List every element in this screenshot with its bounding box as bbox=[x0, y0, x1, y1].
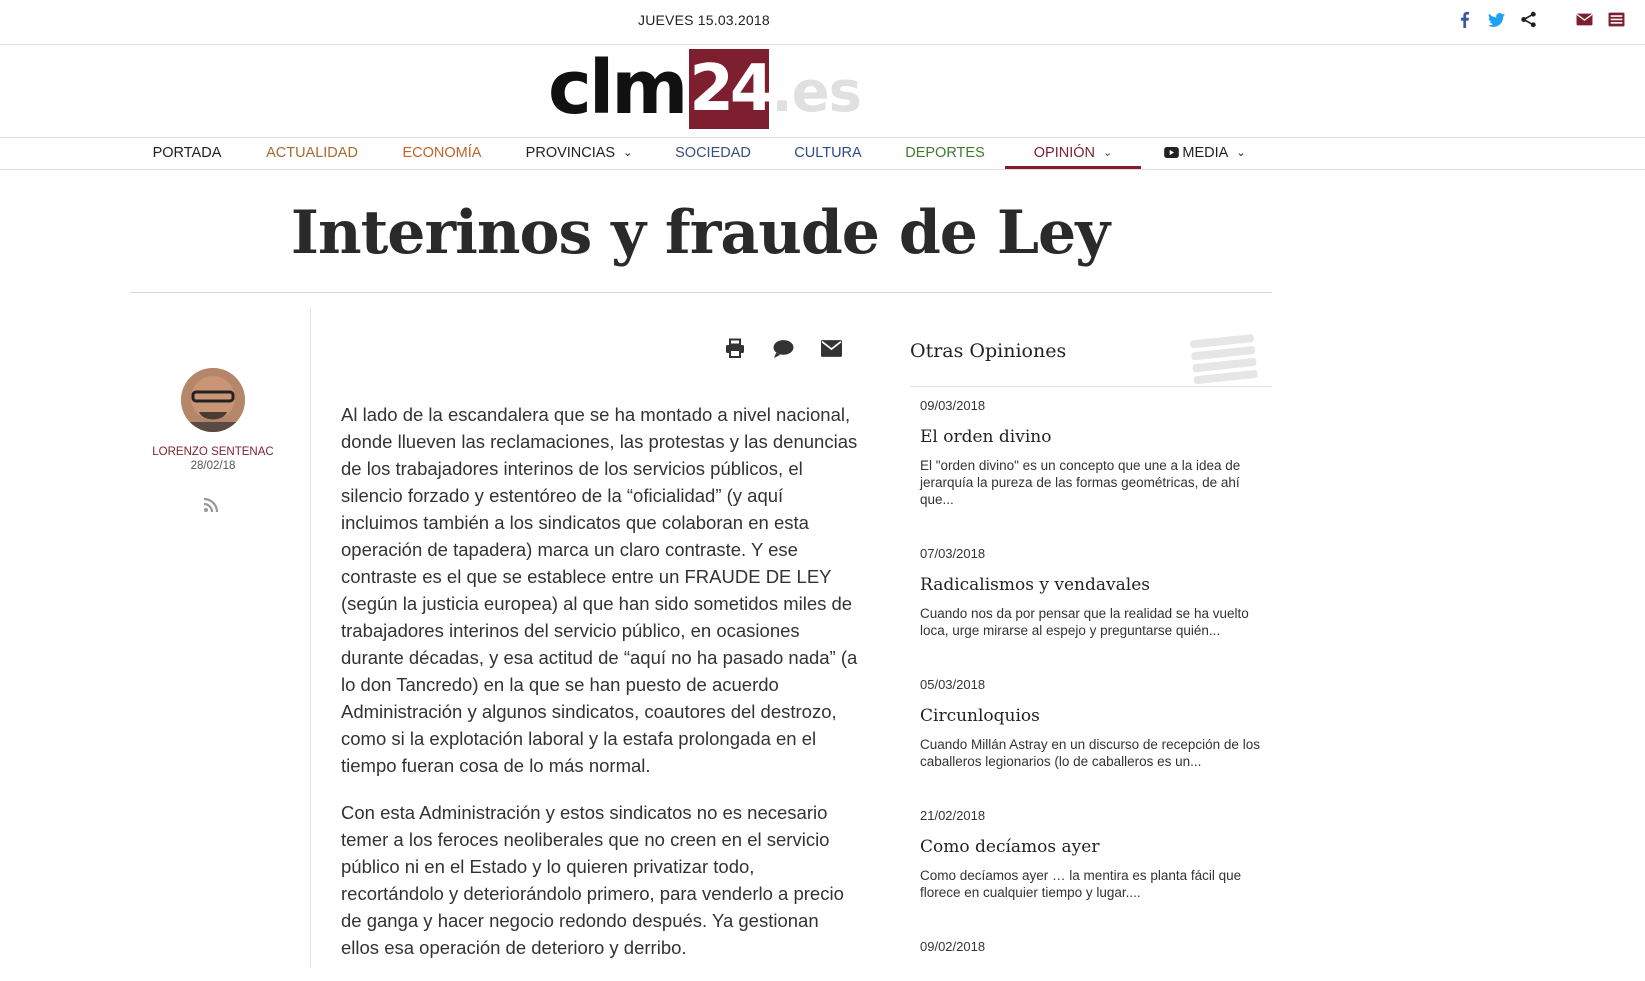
logo-es: .es bbox=[771, 60, 861, 125]
opinion-date: 07/03/2018 bbox=[920, 546, 986, 561]
sidebar-divider bbox=[910, 386, 1272, 387]
top-bar bbox=[0, 0, 1645, 45]
nav-label: MEDIA bbox=[1182, 145, 1229, 161]
nav-economia[interactable] bbox=[398, 138, 486, 169]
nav-label: PORTADA bbox=[152, 145, 222, 161]
twitter-icon[interactable] bbox=[1487, 10, 1505, 28]
opinion-title-link[interactable]: Como decíamos ayer bbox=[920, 837, 1100, 857]
social-icons bbox=[1455, 10, 1625, 28]
article-paragraph: Con esta Administración y estos sindicatos no es necesario temer a los feroces neoliberales que no creen en el servicio público ni en el Estado y lo quieren privatizar todo, recortándolo y deteriorándolo primero, para venderlo a precio de ganga y hacer negocio redondo después. Ya gestionan ellos esa operación de deterioro y derribo. bbox=[341, 802, 844, 958]
column-divider bbox=[310, 308, 311, 968]
nav-label: DEPORTES bbox=[905, 145, 985, 161]
share-icon[interactable] bbox=[1519, 10, 1537, 28]
title-divider bbox=[130, 292, 1272, 293]
comment-icon[interactable] bbox=[772, 337, 794, 359]
newsletter-icon[interactable] bbox=[1607, 10, 1625, 28]
opinion-excerpt: Como decíamos ayer … la mentira es planta fácil que florece en cualquier tiempo y lugar.... bbox=[920, 868, 1242, 900]
opinion-excerpt: Cuando nos da por pensar que la realidad se ha vuelto loca, urge mirarse al espejo y preguntarse quién... bbox=[920, 606, 1249, 638]
article-body bbox=[341, 401, 861, 981]
article-paragraph: Al lado de la escandalera que se ha montado a nivel nacional, donde llueven las reclamaciones, las protestas y las denuncias de los trabajadores interinos de los servicios públicos, el silencio forzado y estentóreo de la “oficialidad” (y aquí incluimos también a los sindicatos que colaboran en esta operación de tapadera) marca un claro contraste. Y ese contraste es el que se establece entre un FRAUDE DE LEY (según la justicia europea) al que han sido sometidos miles de trabajadores interinos del servicio público, en ocasiones durante décadas, y esa actitud de “aquí no ha pasado nada” (a lo don Tancredo) en la que se han puesto de acuerdo Administración y algunos sindicatos, coautores del destrozo, como si la explotación laboral y la estafa prolongada en el tiempo fueran cosa de lo más normal. bbox=[341, 404, 858, 776]
opinion-title-link[interactable]: Circunloquios bbox=[920, 706, 1040, 726]
opinion-excerpt: Cuando Millán Astray en un discurso de recepción de los caballeros legionarios (lo de caballeros es un... bbox=[920, 737, 1260, 769]
opinion-title-link[interactable]: Radicalismos y vendavales bbox=[920, 575, 1150, 595]
nav-label: CULTURA bbox=[794, 145, 862, 161]
opinion-date: 05/03/2018 bbox=[920, 677, 986, 692]
sidebar-heading: Otras Opiniones bbox=[910, 340, 1067, 362]
logo-clm: clm bbox=[548, 45, 686, 131]
main-nav bbox=[0, 137, 1645, 170]
rss-icon[interactable] bbox=[203, 497, 221, 515]
nav-provincias[interactable] bbox=[523, 138, 635, 169]
article-date: 28/02/18 bbox=[190, 460, 236, 472]
author-name[interactable]: LORENZO SENTENAC bbox=[152, 446, 274, 458]
current-date: JUEVES 15.03.2018 bbox=[638, 12, 770, 28]
opinion-date: 09/03/2018 bbox=[920, 398, 986, 413]
nav-opinion[interactable] bbox=[1005, 138, 1141, 169]
opinion-item bbox=[920, 808, 1270, 901]
facebook-icon[interactable] bbox=[1455, 10, 1473, 28]
nav-label: ACTUALIDAD bbox=[266, 145, 358, 161]
author-avatar[interactable] bbox=[181, 368, 245, 432]
nav-sociedad[interactable] bbox=[673, 138, 753, 169]
opinion-title-link[interactable]: El orden divino bbox=[920, 427, 1052, 447]
nav-label: SOCIEDAD bbox=[675, 145, 751, 161]
logo-24: 24 bbox=[689, 49, 769, 129]
opinion-item bbox=[920, 398, 1270, 508]
article-title: Interinos y fraude de Ley bbox=[290, 198, 1110, 268]
chevron-down-icon: ⌄ bbox=[1103, 147, 1113, 159]
opinion-item bbox=[920, 939, 1270, 954]
chevron-down-icon: ⌄ bbox=[623, 147, 633, 159]
nav-portada[interactable] bbox=[145, 138, 229, 169]
nav-actualidad[interactable] bbox=[256, 138, 368, 169]
envelope-icon[interactable] bbox=[1575, 10, 1593, 28]
opinion-item bbox=[920, 546, 1270, 639]
opinion-excerpt: El "orden divino" es un concepto que une a la idea de jerarquía la pureza de las formas geométricas, de ahí que... bbox=[920, 458, 1241, 507]
article-tools bbox=[724, 337, 842, 359]
opinion-date: 21/02/2018 bbox=[920, 808, 986, 823]
email-icon[interactable] bbox=[820, 337, 842, 359]
nav-deportes[interactable] bbox=[905, 138, 985, 169]
opinion-date: 09/02/2018 bbox=[920, 939, 986, 954]
site-logo[interactable] bbox=[548, 47, 861, 129]
chevron-down-icon: ⌄ bbox=[1236, 147, 1246, 159]
nav-cultura[interactable] bbox=[793, 138, 863, 169]
nav-label: ECONOMÍA bbox=[402, 145, 482, 161]
nav-media[interactable] bbox=[1160, 138, 1250, 169]
opinion-item bbox=[920, 677, 1270, 770]
print-icon[interactable] bbox=[724, 337, 746, 359]
youtube-icon bbox=[1164, 147, 1179, 158]
nav-label: PROVINCIAS bbox=[525, 145, 616, 161]
nav-label: OPINIÓN bbox=[1033, 145, 1095, 161]
quote-decoration-icon bbox=[1188, 333, 1262, 387]
